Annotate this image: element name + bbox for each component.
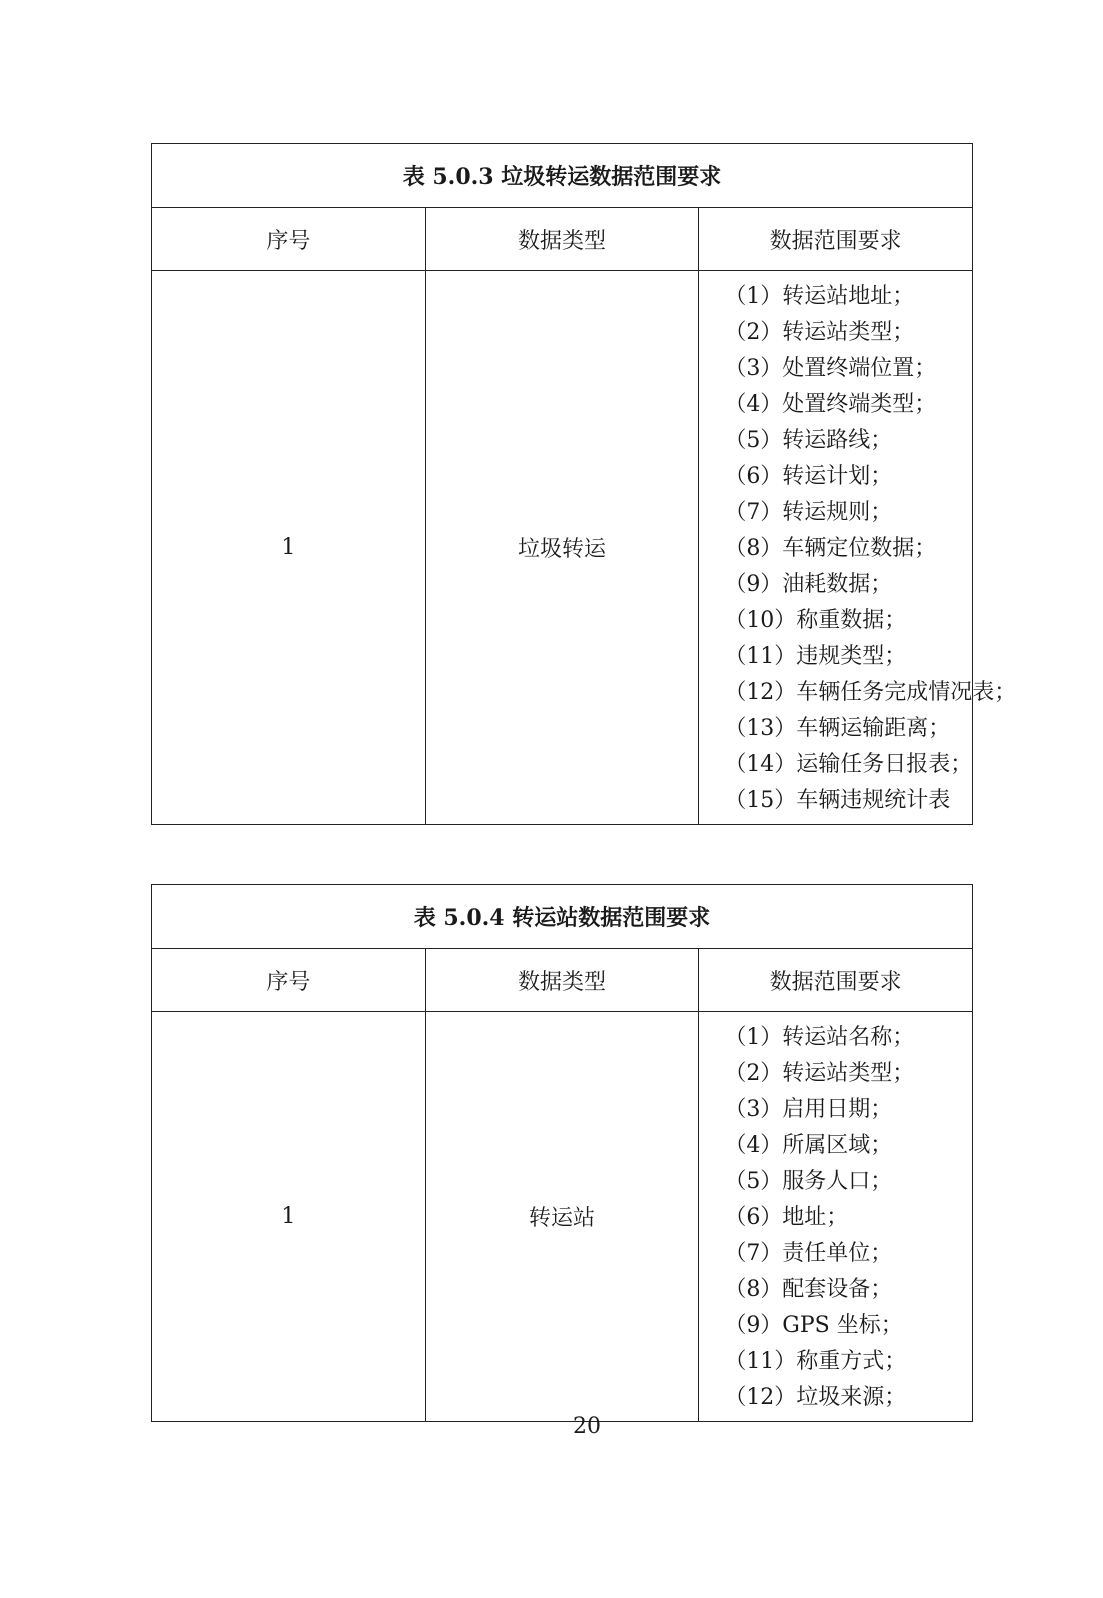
table-row <box>152 1012 973 1422</box>
list-item: （3）启用日期； <box>724 1097 893 1122</box>
list-item: （11）违规类型； <box>724 644 907 669</box>
list-item: （9）油耗数据； <box>724 572 893 597</box>
list-item: （14）运输任务日报表； <box>724 752 973 777</box>
list-item: （8）车辆定位数据； <box>724 536 937 561</box>
table-title: 表 5.0.3 垃圾转运数据范围要求 <box>152 144 973 208</box>
list-item: （12）垃圾来源； <box>724 1385 907 1410</box>
list-item: （7）责任单位； <box>724 1241 893 1266</box>
header-serial-number: 序号 <box>152 949 426 1012</box>
row-data-type: 垃圾转运 <box>425 271 699 825</box>
list-item: （10）称重数据； <box>724 608 907 633</box>
list-item: （15）车辆违规统计表 <box>724 788 951 813</box>
header-data-scope: 数据范围要求 <box>699 208 973 271</box>
list-item: （1）转运站名称； <box>724 1025 915 1050</box>
list-item: （8）配套设备； <box>724 1277 893 1302</box>
header-serial-number: 序号 <box>152 208 426 271</box>
header-data-type: 数据类型 <box>425 208 699 271</box>
list-item: （1）转运站地址； <box>724 284 915 309</box>
row-number: 1 <box>152 271 426 825</box>
list-item: （9）GPS 坐标； <box>724 1313 903 1338</box>
list-item: （4）所属区域； <box>724 1133 893 1158</box>
list-item: （2）转运站类型； <box>724 320 915 345</box>
row-data-type: 转运站 <box>425 1012 699 1422</box>
header-data-type: 数据类型 <box>425 949 699 1012</box>
list-item: （3）处置终端位置； <box>724 356 937 381</box>
list-item: （12）车辆任务完成情况表； <box>724 680 1017 705</box>
scope-list <box>724 1020 972 1416</box>
list-item: （6）转运计划； <box>724 464 893 489</box>
table-5-0-3 <box>151 143 1017 825</box>
row-data-scope <box>699 1012 973 1422</box>
page-number: 20 <box>573 1414 601 1439</box>
row-data-scope <box>699 271 1017 825</box>
scope-list <box>724 279 1017 819</box>
table-row <box>152 271 973 825</box>
list-item: （6）地址； <box>724 1205 849 1230</box>
row-number: 1 <box>152 1012 426 1422</box>
table-title: 表 5.0.4 转运站数据范围要求 <box>152 885 973 949</box>
list-item: （4）处置终端类型； <box>724 392 937 417</box>
list-item: （7）转运规则； <box>724 500 893 525</box>
list-item: （13）车辆运输距离； <box>724 716 951 741</box>
table-5-0-4 <box>151 884 973 1422</box>
list-item: （2）转运站类型； <box>724 1061 915 1086</box>
list-item: （5）转运路线； <box>724 428 893 453</box>
header-data-scope: 数据范围要求 <box>699 949 973 1012</box>
list-item: （11）称重方式； <box>724 1349 907 1374</box>
list-item: （5）服务人口； <box>724 1169 893 1194</box>
